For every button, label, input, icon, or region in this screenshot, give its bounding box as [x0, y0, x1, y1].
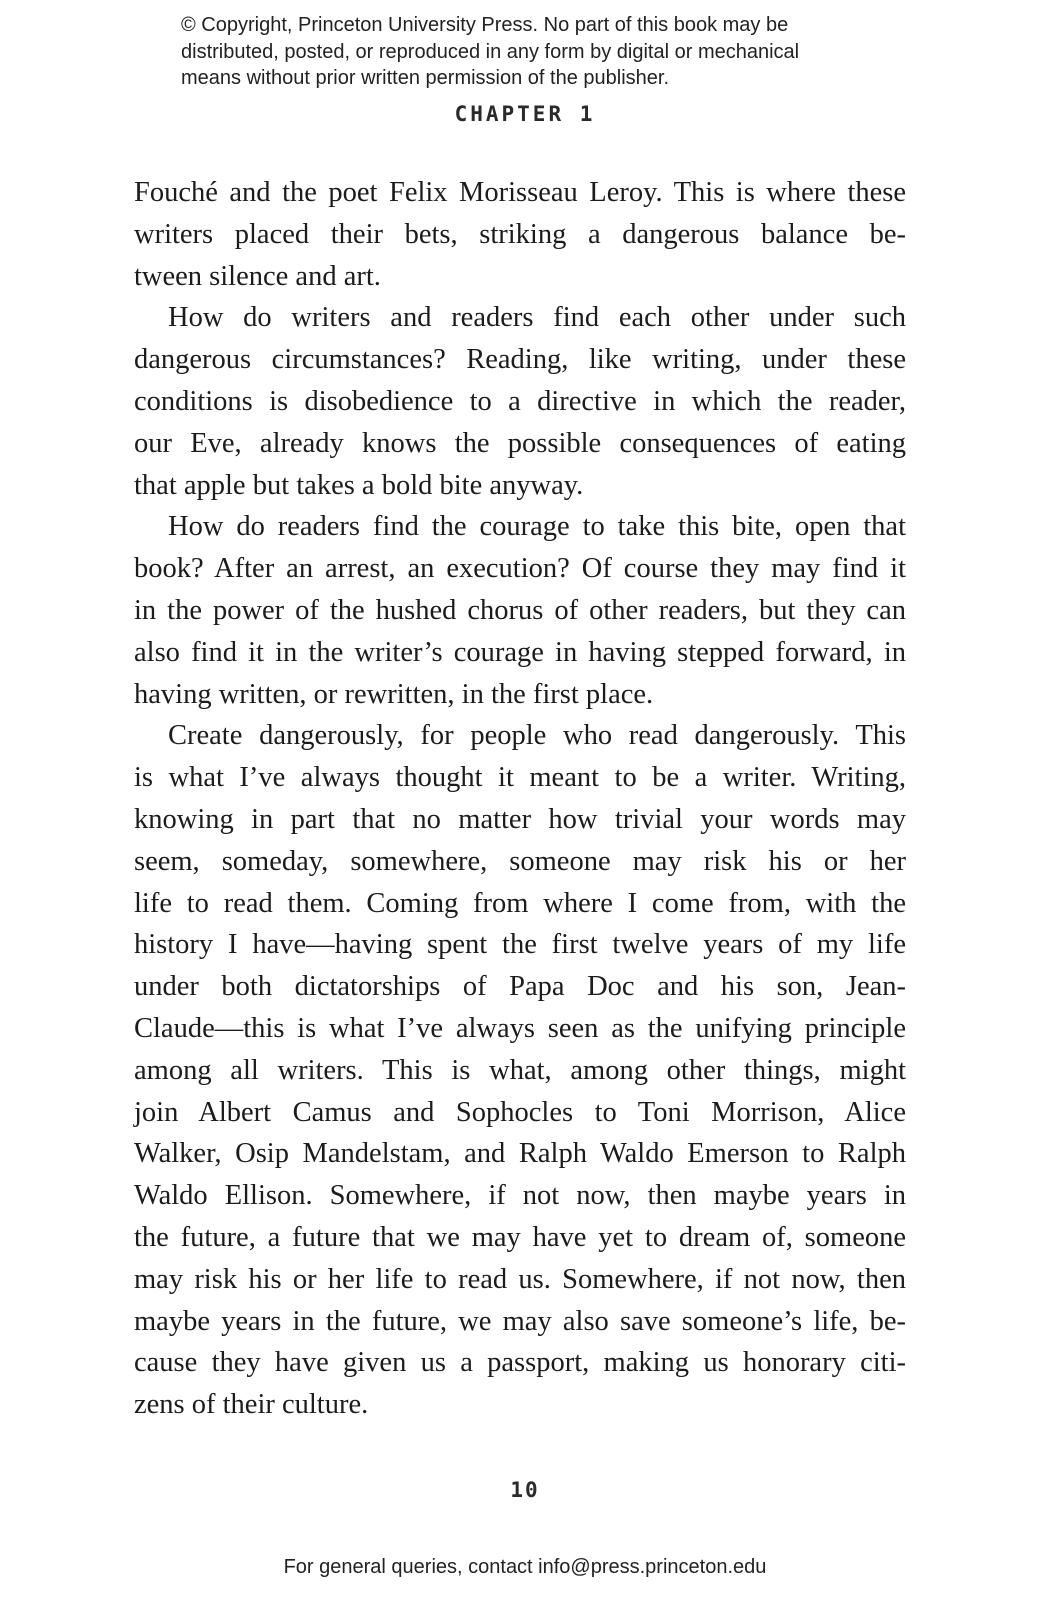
- text-line: Claude—this is what I’ve always seen as the unifying principle: [134, 1012, 906, 1044]
- copyright-line: means without prior written permission of the publisher.: [181, 67, 670, 89]
- text-line: having written, or rewritten, in the first place.: [134, 678, 654, 710]
- text-line: life to read them. Coming from where I come from, with the: [134, 887, 906, 919]
- paragraph: [134, 715, 906, 1426]
- text-line: Fouché and the poet Felix Morisseau Leroy. This is where these: [134, 177, 906, 208]
- text-line: in the power of the hushed chorus of other readers, but they can: [134, 594, 906, 626]
- text-line: Walker, Osip Mandelstam, and Ralph Waldo Emerson to Ralph: [134, 1138, 906, 1170]
- text-line: also find it in the writer’s courage in having stepped forward, in: [134, 636, 906, 668]
- text-line: Create dangerously, for people who read dangerously. This: [168, 720, 906, 752]
- text-line: that apple but takes a bold bite anyway.: [134, 469, 584, 501]
- paragraph: [134, 297, 906, 506]
- paragraph: [134, 172, 906, 297]
- copyright-line: distributed, posted, or reproduced in any form by digital or mechanical: [181, 40, 800, 63]
- copyright-notice: [181, 12, 901, 92]
- text-line: zens of their culture.: [134, 1389, 369, 1421]
- text-line: knowing in part that no matter how trivial your words may: [134, 803, 906, 835]
- text-line: may risk his or her life to read us. Somewhere, if not now, then: [134, 1263, 906, 1295]
- page-number: 10: [510, 1478, 540, 1502]
- text-line: How do readers find the courage to take this bite, open that: [168, 511, 906, 543]
- footer-contact: For general queries, contact info@press.princeton.edu: [283, 1556, 767, 1578]
- text-line: seem, someday, somewhere, someone may risk his or her: [134, 845, 906, 877]
- text-line: dangerous circumstances? Reading, like writing, under these: [134, 344, 906, 376]
- text-line: join Albert Camus and Sophocles to Toni Morrison, Alice: [134, 1096, 906, 1128]
- text-line: cause they have given us a passport, making us honorary citi-: [134, 1347, 906, 1379]
- text-line: book? After an arrest, an execution? Of course they may find it: [134, 553, 906, 585]
- paragraph: [134, 506, 906, 715]
- text-line: tween silence and art.: [134, 260, 381, 292]
- body-text: [134, 172, 906, 1426]
- text-line: maybe years in the future, we may also save someone’s life, be-: [134, 1305, 906, 1337]
- text-line: How do writers and readers find each other under such: [168, 302, 906, 334]
- text-line: history I have—having spent the first twelve years of my life: [134, 929, 906, 961]
- text-line: among all writers. This is what, among other things, might: [134, 1054, 906, 1086]
- chapter-running-head: CHAPTER 1: [454, 102, 596, 126]
- text-line: is what I’ve always thought it meant to be a writer. Writing,: [134, 762, 906, 794]
- text-line: writers placed their bets, striking a dangerous balance be-: [134, 218, 906, 250]
- text-line: our Eve, already knows the possible consequences of eating: [134, 427, 906, 459]
- text-line: under both dictatorships of Papa Doc and his son, Jean-: [134, 971, 906, 1003]
- text-line: the future, a future that we may have yet to dream of, someone: [134, 1221, 906, 1253]
- text-line: conditions is disobedience to a directive in which the reader,: [134, 385, 906, 417]
- copyright-line: © Copyright, Princeton University Press. No part of this book may be: [181, 14, 789, 36]
- text-line: Waldo Ellison. Somewhere, if not now, then maybe years in: [134, 1180, 906, 1212]
